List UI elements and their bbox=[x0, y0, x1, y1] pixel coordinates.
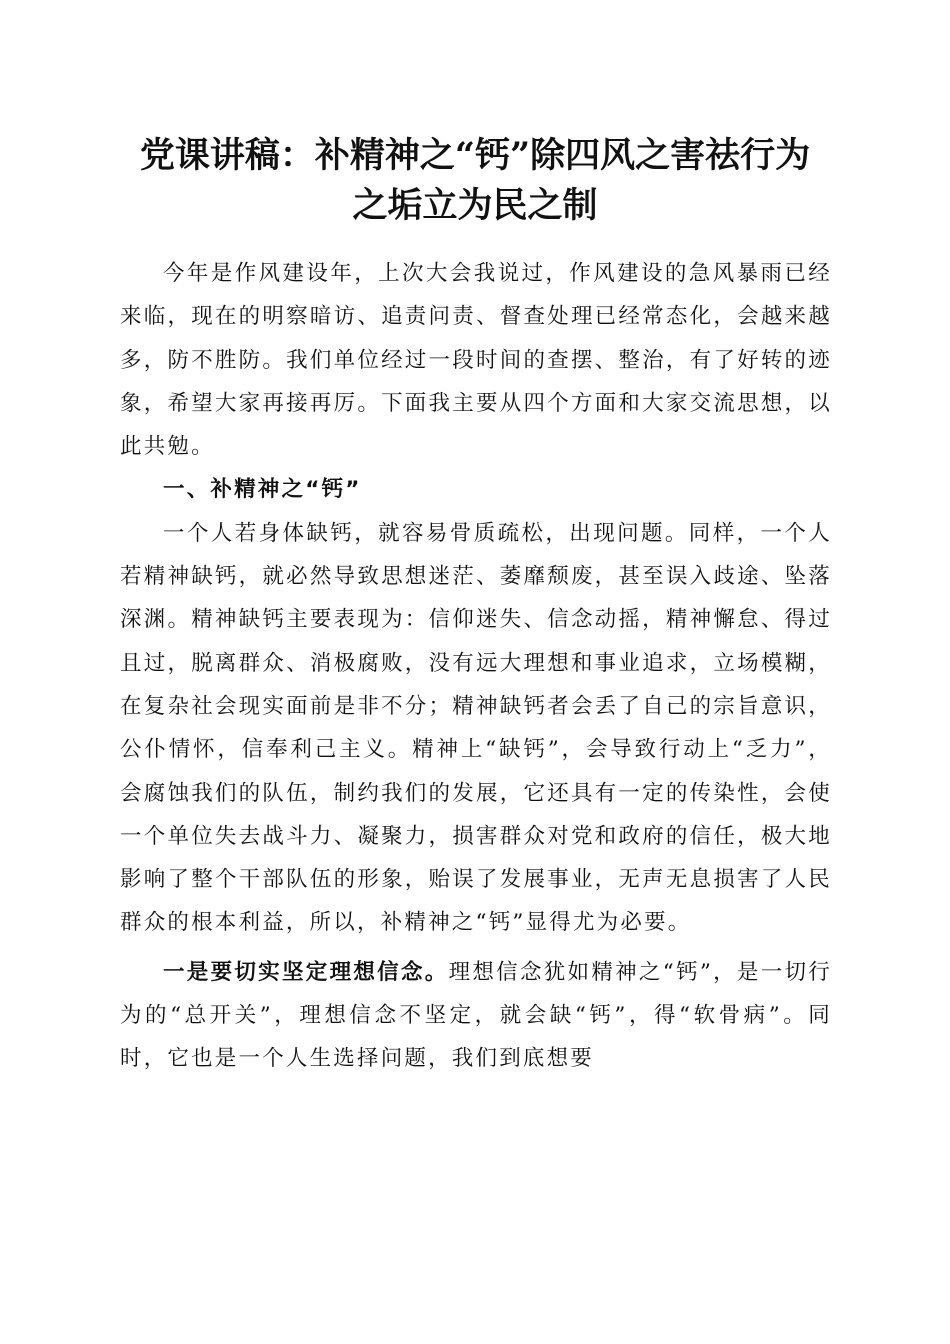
point-1-paragraph bbox=[120, 951, 832, 1081]
section-1-paragraph: 一个人若身体缺钙，就容易骨质疏松，出现问题。同样，一个人若精神缺钙，就必然导致思想迷茫、萎靡颓废，甚至误入歧途、坠落深渊。精神缺钙主要表现为：信仰迷失、信念动摇，精神懈怠、得过且过，脱离群众、消极腐败，没有远大理想和事业追求，立场模糊，在复杂社会现实面前是非不分；精神缺钙者会丢了自己的宗旨意识，公仆情怀，信奉利己主义。精神上“缺钙”，会导致行动上“乏力”，会腐蚀我们的队伍，制约我们的发展，它还具有一定的传染性，会使一个单位失去战斗力、凝聚力，损害群众对党和政府的信任，极大地影响了整个干部队伍的形象，贻误了发展事业，无声无息损害了人民群众的根本利益，所以，补精神之“钙”显得尤为必要。 bbox=[120, 520, 832, 936]
title-line-2: 之垢立为民之制 bbox=[352, 185, 598, 226]
section-heading-1: 一、补精神之“钙” bbox=[163, 477, 362, 503]
point-1-lead: 一是要切实坚定理想信念。 bbox=[163, 959, 449, 985]
title-line-1: 党课讲稿：补精神之“钙”除四风之害祛行为 bbox=[139, 135, 811, 176]
document-title bbox=[0, 131, 950, 231]
document-body bbox=[120, 252, 832, 1081]
point-1-text: 理想信念犹如精神之“钙”，是一切行为的“总开关”，理想信念不坚定，就会缺“钙”，得“软骨病”。同时，它也是一个人生选择问题，我们到底想要 bbox=[120, 959, 832, 1072]
intro-paragraph: 今年是作风建设年，上次大会我说过，作风建设的急风暴雨已经来临，现在的明察暗访、追责问责、督查处理已经常态化，会越来越多，防不胜防。我们单位经过一段时间的查摆、整治，有了好转的迹象，希望大家再接再厉。下面我主要从四个方面和大家交流思想，以此共勉。 bbox=[120, 261, 832, 460]
